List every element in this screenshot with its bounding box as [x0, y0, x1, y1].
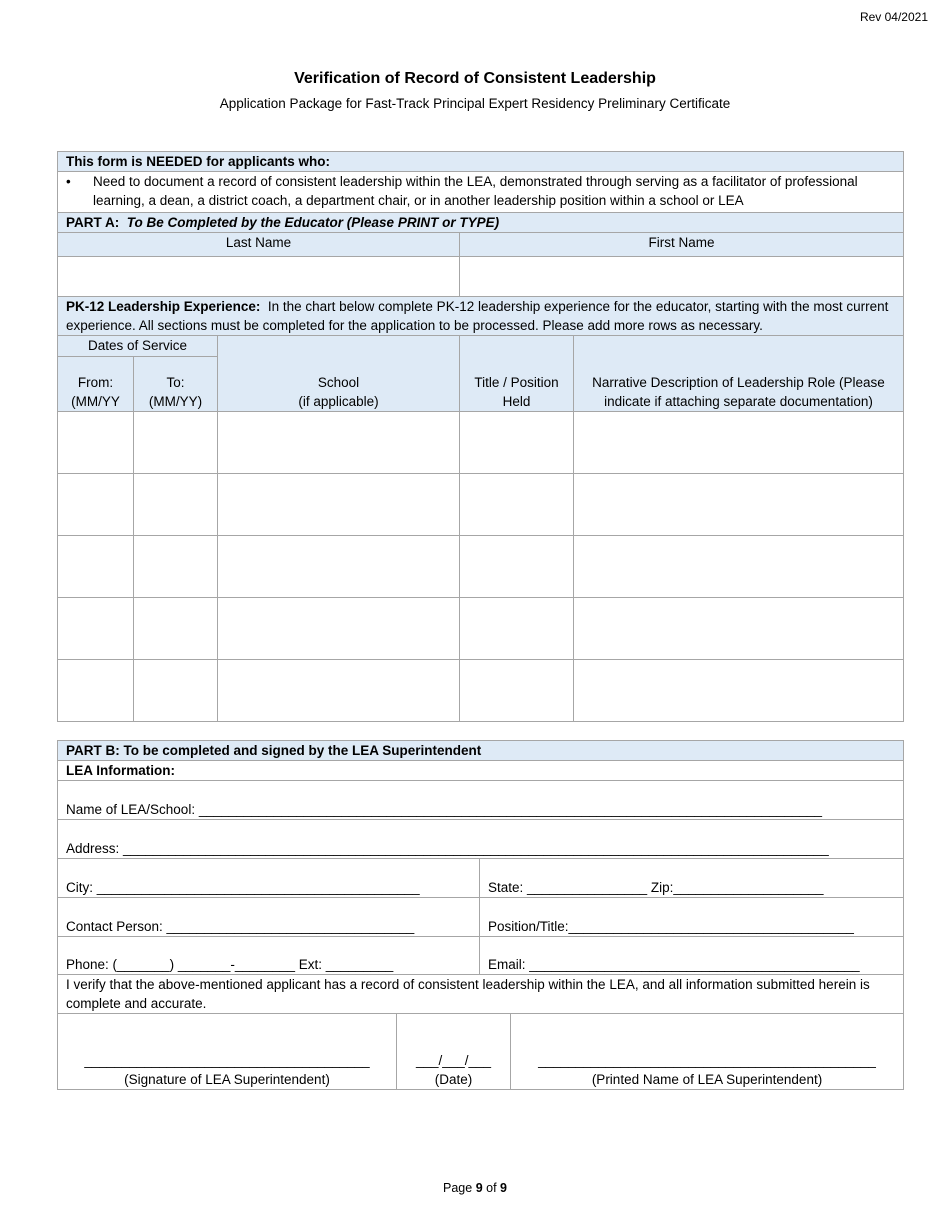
part-b-heading: PART B: To be completed and signed by the LEA Superintendent	[58, 741, 904, 761]
lea-name-field[interactable]: Name of LEA/School: ___________________________________________________________________________________	[58, 781, 904, 820]
bullet-icon: •	[66, 174, 71, 189]
school-cell[interactable]	[218, 598, 460, 660]
needed-criteria	[58, 172, 904, 213]
revision-date: Rev 04/2021	[859, 10, 928, 24]
part-a-label: PART A:	[66, 215, 120, 230]
city-field[interactable]: City: ___________________________________________	[58, 859, 480, 898]
position-title-field[interactable]: Position/Title:______________________________________	[480, 898, 904, 937]
title-cell[interactable]	[460, 598, 574, 660]
date-line: ___/___/___	[415, 1053, 492, 1068]
title-cell[interactable]	[460, 412, 574, 474]
from-format: (MM/YY	[71, 394, 120, 409]
part-a-table	[57, 151, 904, 722]
printed-name-label: (Printed Name of LEA Superintendent)	[591, 1072, 823, 1087]
needed-heading: This form is NEEDED for applicants who:	[58, 152, 904, 172]
verification-statement: I verify that the above-mentioned applicant has a record of consistent leadership within the LEA, and all information submitted herein is complete and accurate.	[58, 975, 904, 1014]
page-prefix: Page	[443, 1181, 473, 1195]
narrative-cell[interactable]	[574, 474, 904, 536]
to-cell[interactable]	[134, 660, 218, 722]
to-format: (MM/YY)	[148, 394, 203, 409]
date-label: (Date)	[434, 1072, 473, 1087]
title-position-header: Title / Position Held	[460, 336, 574, 412]
to-header	[134, 357, 218, 412]
to-label: To:	[166, 375, 185, 390]
email-field[interactable]: Email: ____________________________________________	[480, 937, 904, 975]
from-cell[interactable]	[58, 598, 134, 660]
school-cell[interactable]	[218, 660, 460, 722]
lea-info-heading: LEA Information:	[58, 761, 904, 781]
school-cell[interactable]	[218, 474, 460, 536]
page-title: Verification of Record of Consistent Leadership	[294, 70, 656, 87]
part-a-heading	[58, 213, 904, 233]
dates-of-service-header: Dates of Service	[58, 336, 218, 357]
school-note: (if applicable)	[298, 394, 379, 409]
title-cell[interactable]	[460, 660, 574, 722]
from-label: From:	[77, 375, 114, 390]
date-field[interactable]	[397, 1014, 511, 1090]
first-name-input[interactable]	[460, 257, 904, 297]
narrative-cell[interactable]	[574, 598, 904, 660]
from-header	[58, 357, 134, 412]
first-name-header: First Name	[460, 233, 904, 257]
from-cell[interactable]	[58, 536, 134, 598]
narrative-cell[interactable]	[574, 660, 904, 722]
from-cell[interactable]	[58, 412, 134, 474]
printed-name-line: _____________________________________________	[538, 1053, 876, 1068]
title-cell[interactable]	[460, 536, 574, 598]
last-name-header: Last Name	[58, 233, 460, 257]
part-a-instructions: To Be Completed by the Educator (Please PRINT or TYPE)	[126, 215, 500, 230]
table-row	[58, 474, 904, 536]
school-label: School	[317, 375, 360, 390]
page-number	[0, 1181, 950, 1195]
leadership-experience-text: In the chart below complete PK-12 leadership experience for the educator, starting with the most current experience. All sections must be completed for the application to be processed. Please add more rows as necessary.	[66, 299, 889, 333]
state-zip-field[interactable]: State: ________________ Zip:____________________	[480, 859, 904, 898]
to-cell[interactable]	[134, 536, 218, 598]
current-page: 9	[475, 1181, 483, 1195]
from-cell[interactable]	[58, 474, 134, 536]
table-row	[58, 536, 904, 598]
page-of: of	[486, 1181, 497, 1195]
phone-field[interactable]: Phone: (_______) _______-________ Ext: _________	[58, 937, 480, 975]
total-pages: 9	[500, 1181, 507, 1195]
table-row	[58, 598, 904, 660]
table-row	[58, 660, 904, 722]
to-cell[interactable]	[134, 474, 218, 536]
signature-label: (Signature of LEA Superintendent)	[124, 1072, 330, 1087]
to-cell[interactable]	[134, 412, 218, 474]
table-row	[58, 412, 904, 474]
school-cell[interactable]	[218, 536, 460, 598]
narrative-cell[interactable]	[574, 536, 904, 598]
leadership-experience-instructions	[58, 297, 904, 336]
page-subtitle: Application Package for Fast-Track Principal Expert Residency Preliminary Certificate	[219, 96, 731, 111]
narrative-header: Narrative Description of Leadership Role (Please indicate if attaching separate documentation)	[574, 336, 904, 412]
school-cell[interactable]	[218, 412, 460, 474]
signature-field[interactable]	[58, 1014, 397, 1090]
signature-line: ______________________________________	[84, 1053, 370, 1068]
school-header	[218, 336, 460, 412]
last-name-input[interactable]	[58, 257, 460, 297]
printed-name-field[interactable]	[511, 1014, 904, 1090]
needed-item: Need to document a record of consistent leadership within the LEA, demonstrated through serving as a facilitator of professional learning, a dean, a district coach, a department chair, or in another leadership position within a school or LEA	[93, 174, 858, 208]
from-cell[interactable]	[58, 660, 134, 722]
address-field[interactable]: Address: ______________________________________________________________________________________________	[58, 820, 904, 859]
part-b-table	[57, 740, 904, 1090]
to-cell[interactable]	[134, 598, 218, 660]
title-cell[interactable]	[460, 474, 574, 536]
contact-person-field[interactable]: Contact Person: _________________________________	[58, 898, 480, 937]
leadership-experience-label: PK-12 Leadership Experience:	[66, 299, 261, 314]
narrative-cell[interactable]	[574, 412, 904, 474]
